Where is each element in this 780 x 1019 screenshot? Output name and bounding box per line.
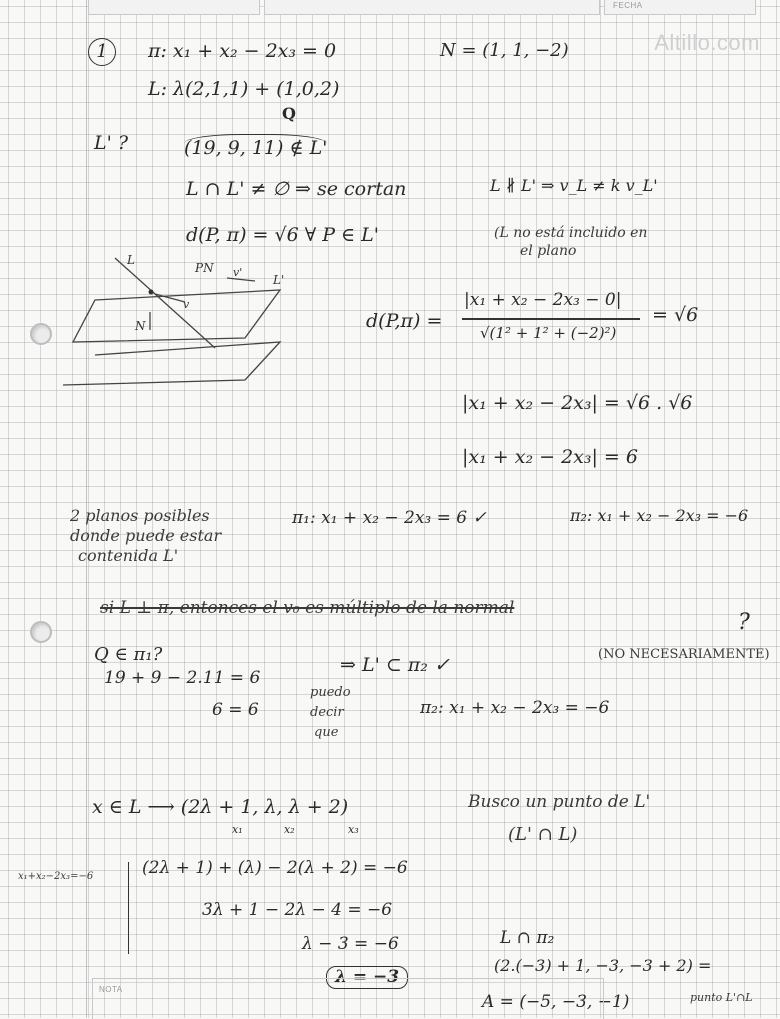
sketch-label-v: v <box>183 298 190 311</box>
plane-pi2-restated: π₂: x₁ + x₂ − 2x₃ = −6 <box>420 698 610 718</box>
absolute-value-eq-2: |x₁ + x₂ − 2x₃| = 6 <box>462 446 638 468</box>
lambda-equation: λ − 3 = −6 <box>302 934 399 954</box>
substitution-check: 19 + 9 − 2.11 = 6 <box>104 668 261 688</box>
not-parallel-statement: L ∦ L' ⇒ v_L ≠ k v_L' <box>490 176 658 195</box>
subscript-x1: x₁ <box>232 823 243 836</box>
lprime-subset-pi2: ⇒ L' ⊂ π₂ ✓ <box>340 654 450 676</box>
distance-formula-numerator: |x₁ + x₂ − 2x₃ − 0| <box>464 290 622 310</box>
punch-hole-bottom <box>30 621 52 643</box>
point-a-note: punto L'∩L <box>690 991 753 1004</box>
date-label: FECHA <box>613 1 643 10</box>
subscript-x2: x₂ <box>284 823 295 836</box>
footer-note-box <box>92 978 604 1019</box>
busco-note-2: (L' ∩ L) <box>508 824 578 845</box>
upper-plane-outline <box>73 290 280 342</box>
check-result: 6 = 6 <box>212 700 259 720</box>
subscript-x3: x₃ <box>348 823 359 836</box>
two-planes-note-2: donde puede estar <box>70 526 222 545</box>
sketch-label-lprime: L' <box>273 273 285 287</box>
distance-formula-rhs: = √6 <box>652 304 699 326</box>
side-equation: x₁+x₂−2x₃=−6 <box>18 871 94 882</box>
point-q-not-in-lprime: (19, 9, 11) ∉ L' <box>184 134 327 158</box>
distance-condition: d(P, π) = √6 ∀ P ∈ L' <box>186 224 379 246</box>
header-box-middle <box>264 0 600 15</box>
intersection-point <box>149 290 154 295</box>
header-box-left <box>88 0 260 15</box>
puedo-note-3: que <box>314 725 339 740</box>
substituted-equation: (2λ + 1) + (λ) − 2(λ + 2) = −6 <box>142 858 408 878</box>
two-planes-note-1: 2 planos posibles <box>70 506 210 525</box>
fraction-bar <box>462 318 640 320</box>
q-label: Q <box>282 104 296 123</box>
plane-pi1: π₁: x₁ + x₂ − 2x₃ = 6 ✓ <box>292 508 487 528</box>
q-in-pi1-question: Q ∈ π₁? <box>94 644 163 665</box>
note-not-included: (L no está incluido en <box>494 225 648 241</box>
not-necessarily-note: (NO NECESARIAMENTE) <box>598 647 770 662</box>
punch-hole-top <box>30 323 52 345</box>
l-prime-question: L' ? <box>94 132 129 154</box>
plane-pi2: π₂: x₁ + x₂ − 2x₃ = −6 <box>570 506 749 525</box>
sketch-label-vprime: v' <box>233 266 243 279</box>
system-brace <box>128 862 131 954</box>
exercise-number: 1 <box>88 38 116 66</box>
point-calculation: (2.(−3) + 1, −3, −3 + 2) = <box>494 956 712 975</box>
sketch-label-n: N <box>135 319 146 333</box>
two-planes-note-3: contenida L' <box>78 546 179 565</box>
sketch-label-pn: PN <box>195 261 214 275</box>
distance-formula-denominator: √(1² + 1² + (−2)²) <box>480 324 617 342</box>
l-intersect-pi2: L ∩ π₂ <box>500 928 555 948</box>
puedo-note-1: puedo <box>310 685 351 700</box>
plane-equation: π: x₁ + x₂ − 2x₃ = 0 <box>148 40 337 62</box>
note-label: NOTA <box>99 985 123 994</box>
absolute-value-eq-1: |x₁ + x₂ − 2x₃| = √6 . √6 <box>462 392 693 414</box>
line-l-equation: L: λ(2,1,1) + (1,0,2) <box>148 78 340 100</box>
note-plane: el plano <box>520 243 577 259</box>
distance-formula-lhs: d(P,π) = <box>366 310 443 332</box>
lower-plane-outline <box>63 342 280 385</box>
geometry-sketch <box>55 250 305 400</box>
busco-note-1: Busco un punto de L' <box>468 792 651 812</box>
lambda-result: λ = −3 <box>326 966 408 989</box>
sketch-label-l: L <box>127 253 135 267</box>
normal-vector: N = (1, 1, −2) <box>440 40 569 61</box>
x-in-l-parametric: x ∈ L ⟶ (2λ + 1, λ, λ + 2) <box>92 796 349 818</box>
simplified-equation: 3λ + 1 − 2λ − 4 = −6 <box>202 900 393 920</box>
intersection-statement: L ∩ L' ≠ ∅ ⇒ se cortan <box>186 178 407 200</box>
struck-out-statement: si L ⊥ π, entonces el v₀ es múltiplo de la normal <box>100 598 515 618</box>
header-box-date <box>604 0 756 15</box>
question-mark: ? <box>738 610 750 635</box>
point-a: A = (−5, −3, −1) <box>482 992 630 1012</box>
puedo-note-2: decir <box>310 705 344 720</box>
watermark-logo: Altillo.com <box>654 30 760 55</box>
